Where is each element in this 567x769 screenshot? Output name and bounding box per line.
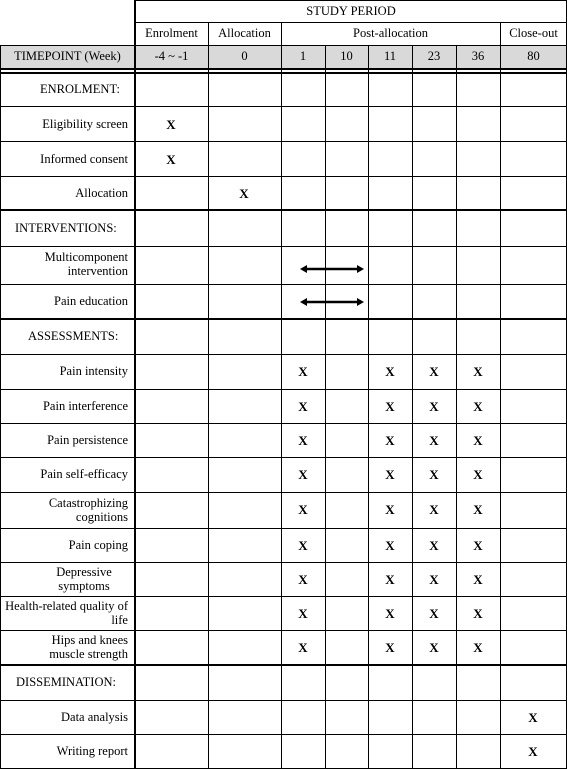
mark-x: X [385,433,395,448]
mark-x: X [429,364,439,379]
timepoint-cell: 23 [427,49,441,63]
grid-line [0,630,567,631]
mark-x: X [385,606,395,621]
section-enrolment: ENROLMENT: [40,82,120,96]
mark-x: X [239,186,249,201]
grid-line [0,492,567,493]
grid-line [0,734,567,735]
mark-x: X [298,433,308,448]
grid-line [0,354,567,355]
timepoint-cell: 1 [299,49,307,63]
grid-line [0,45,1,769]
timepoint-cell: 36 [471,49,485,63]
phase-close-out: Close-out [509,26,558,40]
row-label-eligibility: Eligibility screen [42,117,128,131]
mark-x: X [429,572,439,587]
grid-line [0,562,567,563]
mark-x: X [298,640,308,655]
mark-x: X [473,399,483,414]
mark-x: X [473,467,483,482]
mark-x: X [528,744,538,759]
row-label-multicomponent: Multicomponent intervention [44,250,128,278]
mark-x: X [385,502,395,517]
grid-line [135,22,567,23]
timepoint-cell: 10 [340,49,353,63]
grid-line [0,45,567,46]
grid-line [0,528,567,529]
mark-x: X [385,572,395,587]
mark-x: X [429,433,439,448]
mark-x: X [298,467,308,482]
arrowhead-right [357,298,364,306]
mark-x: X [429,399,439,414]
mark-x: X [473,640,483,655]
mark-x: X [473,364,483,379]
duration-arrow-pain-education [298,295,366,309]
row-label-hrqol: Health-related quality of life [5,599,128,627]
timepoint-cell: 0 [241,49,248,63]
timepoint-cell: -4 ~ -1 [154,49,189,63]
mark-x: X [473,572,483,587]
section-dissemination: DISSEMINATION: [16,675,116,689]
grid-line [0,389,567,390]
row-label-pain-coping: Pain coping [68,538,128,552]
mark-x: X [429,502,439,517]
mark-x: X [385,399,395,414]
grid-line [0,318,567,320]
mark-x: X [385,467,395,482]
row-label-pain-intensity: Pain intensity [59,364,128,378]
mark-x: X [298,364,308,379]
row-label-data-analysis: Data analysis [61,710,128,724]
phase-enrolment: Enrolment [145,26,198,40]
mark-x: X [473,502,483,517]
mark-x: X [473,606,483,621]
row-label-pain-education: Pain education [54,294,128,308]
phase-post-allocation: Post-allocation [353,26,428,40]
phase-allocation: Allocation [218,26,271,40]
arrowhead-left [300,265,307,273]
grid-line [208,22,209,769]
row-label-muscle-strength: Hips and knees muscle strength [49,633,128,661]
row-label-catastrophizing: Catastrophizing cognitions [48,496,128,524]
timepoint-cell: 11 [383,49,397,63]
mark-x: X [429,606,439,621]
duration-arrow-multicomponent [298,262,366,276]
study-period-heading: STUDY PERIOD [306,4,396,18]
mark-x: X [429,467,439,482]
grid-line [0,284,567,285]
timepoint-cell: 80 [527,49,540,63]
grid-line [0,423,567,424]
row-label-depressive: Depressive symptoms [56,565,112,593]
mark-x: X [298,572,308,587]
mark-x: X [298,606,308,621]
section-interventions: INTERVENTIONS: [15,221,117,235]
grid-line [412,45,413,769]
mark-x: X [385,364,395,379]
mark-x: X [385,640,395,655]
grid-line [368,45,369,769]
grid-line [0,700,567,701]
section-assessments: ASSESSMENTS: [28,329,119,343]
grid-line [135,0,567,1]
grid-line [0,246,567,247]
mark-x: X [298,538,308,553]
grid-line [500,22,501,769]
grid-line [0,209,567,211]
row-label-pain-self-efficacy: Pain self-efficacy [40,467,128,481]
arrowhead-right [357,265,364,273]
grid-line [281,22,282,769]
grid-line [134,0,136,769]
grid-line [0,176,567,177]
mark-x: X [385,538,395,553]
mark-x: X [473,538,483,553]
row-label-consent: Informed consent [40,152,128,166]
row-label-allocation: Allocation [75,186,128,200]
grid-line [456,45,457,769]
mark-x: X [166,152,176,167]
mark-x: X [298,502,308,517]
mark-x: X [166,117,176,132]
row-label-pain-persistence: Pain persistence [47,433,128,447]
grid-line [0,106,567,107]
row-label-writing-report: Writing report [56,744,128,758]
mark-x: X [429,538,439,553]
mark-x: X [429,640,439,655]
grid-line [325,45,326,769]
mark-x: X [473,433,483,448]
timepoint-label: TIMEPOINT (Week) [14,49,121,63]
arrowhead-left [300,298,307,306]
grid-line [0,596,567,597]
mark-x: X [528,710,538,725]
row-label-pain-interference: Pain interference [42,399,128,413]
grid-line [0,457,567,458]
mark-x: X [298,399,308,414]
grid-line [0,141,567,142]
grid-line [0,68,567,70]
grid-line [0,72,567,74]
grid-line [0,664,567,666]
